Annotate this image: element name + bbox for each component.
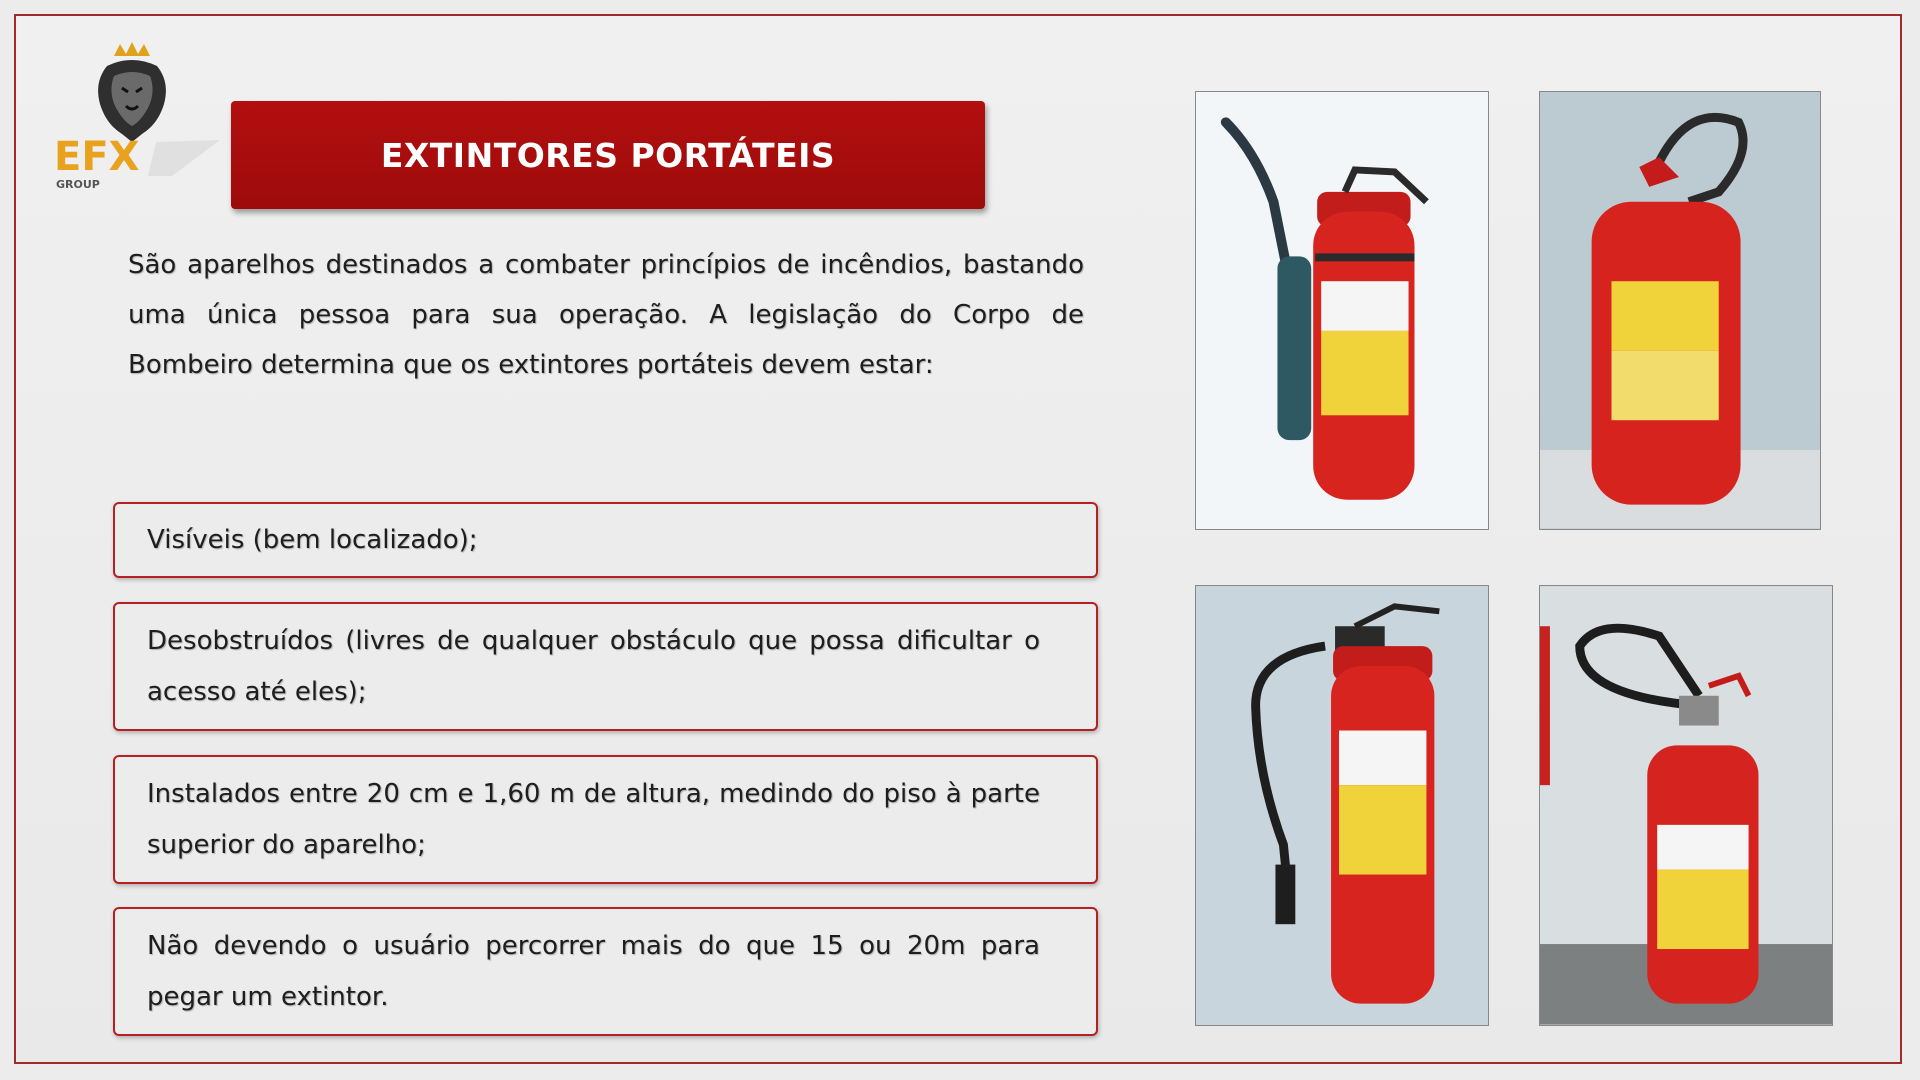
- fire-extinguisher-water-icon: [1540, 92, 1820, 529]
- fire-extinguisher-small-icon: [1540, 586, 1832, 1025]
- extinguisher-photo-3: [1195, 585, 1489, 1026]
- title-banner: [231, 101, 985, 209]
- requirement-box: [113, 755, 1098, 884]
- requirement-text: Não devendo o usuário percorrer mais do que 15 ou 20m para pegar um extintor.: [147, 930, 1040, 1012]
- page-title: EXTINTORES PORTÁTEIS: [380, 135, 836, 175]
- requirement-box: [113, 602, 1098, 731]
- svg-text:EFX: EFX: [54, 134, 140, 180]
- lion-crown-icon: [52, 42, 222, 192]
- slide: [14, 14, 1902, 1064]
- requirement-box: [113, 907, 1098, 1036]
- requirement-text: Instalados entre 20 cm e 1,60 m de altura, medindo do piso à parte superior do aparelho;: [147, 778, 1040, 860]
- extinguisher-photo-4: [1539, 585, 1833, 1026]
- fire-extinguisher-co2-icon: [1196, 92, 1488, 529]
- extinguisher-photo-2: [1539, 91, 1821, 530]
- intro-paragraph: São aparelhos destinados a combater princípios de incêndios, bastando uma única pessoa para sua operação. A legislação do Corpo de Bombeiro determina que os extintores portáteis devem estar:: [128, 250, 1084, 380]
- extinguisher-photo-1: [1195, 91, 1489, 530]
- requirement-text: Visíveis (bem localizado);: [147, 524, 478, 555]
- svg-text:GROUP: GROUP: [56, 178, 100, 191]
- requirement-text: Desobstruídos (livres de qualquer obstáculo que possa dificultar o acesso até eles);: [147, 625, 1040, 707]
- fire-extinguisher-powder-icon: [1196, 586, 1488, 1025]
- requirement-box: [113, 502, 1098, 578]
- efx-group-logo: [52, 42, 222, 192]
